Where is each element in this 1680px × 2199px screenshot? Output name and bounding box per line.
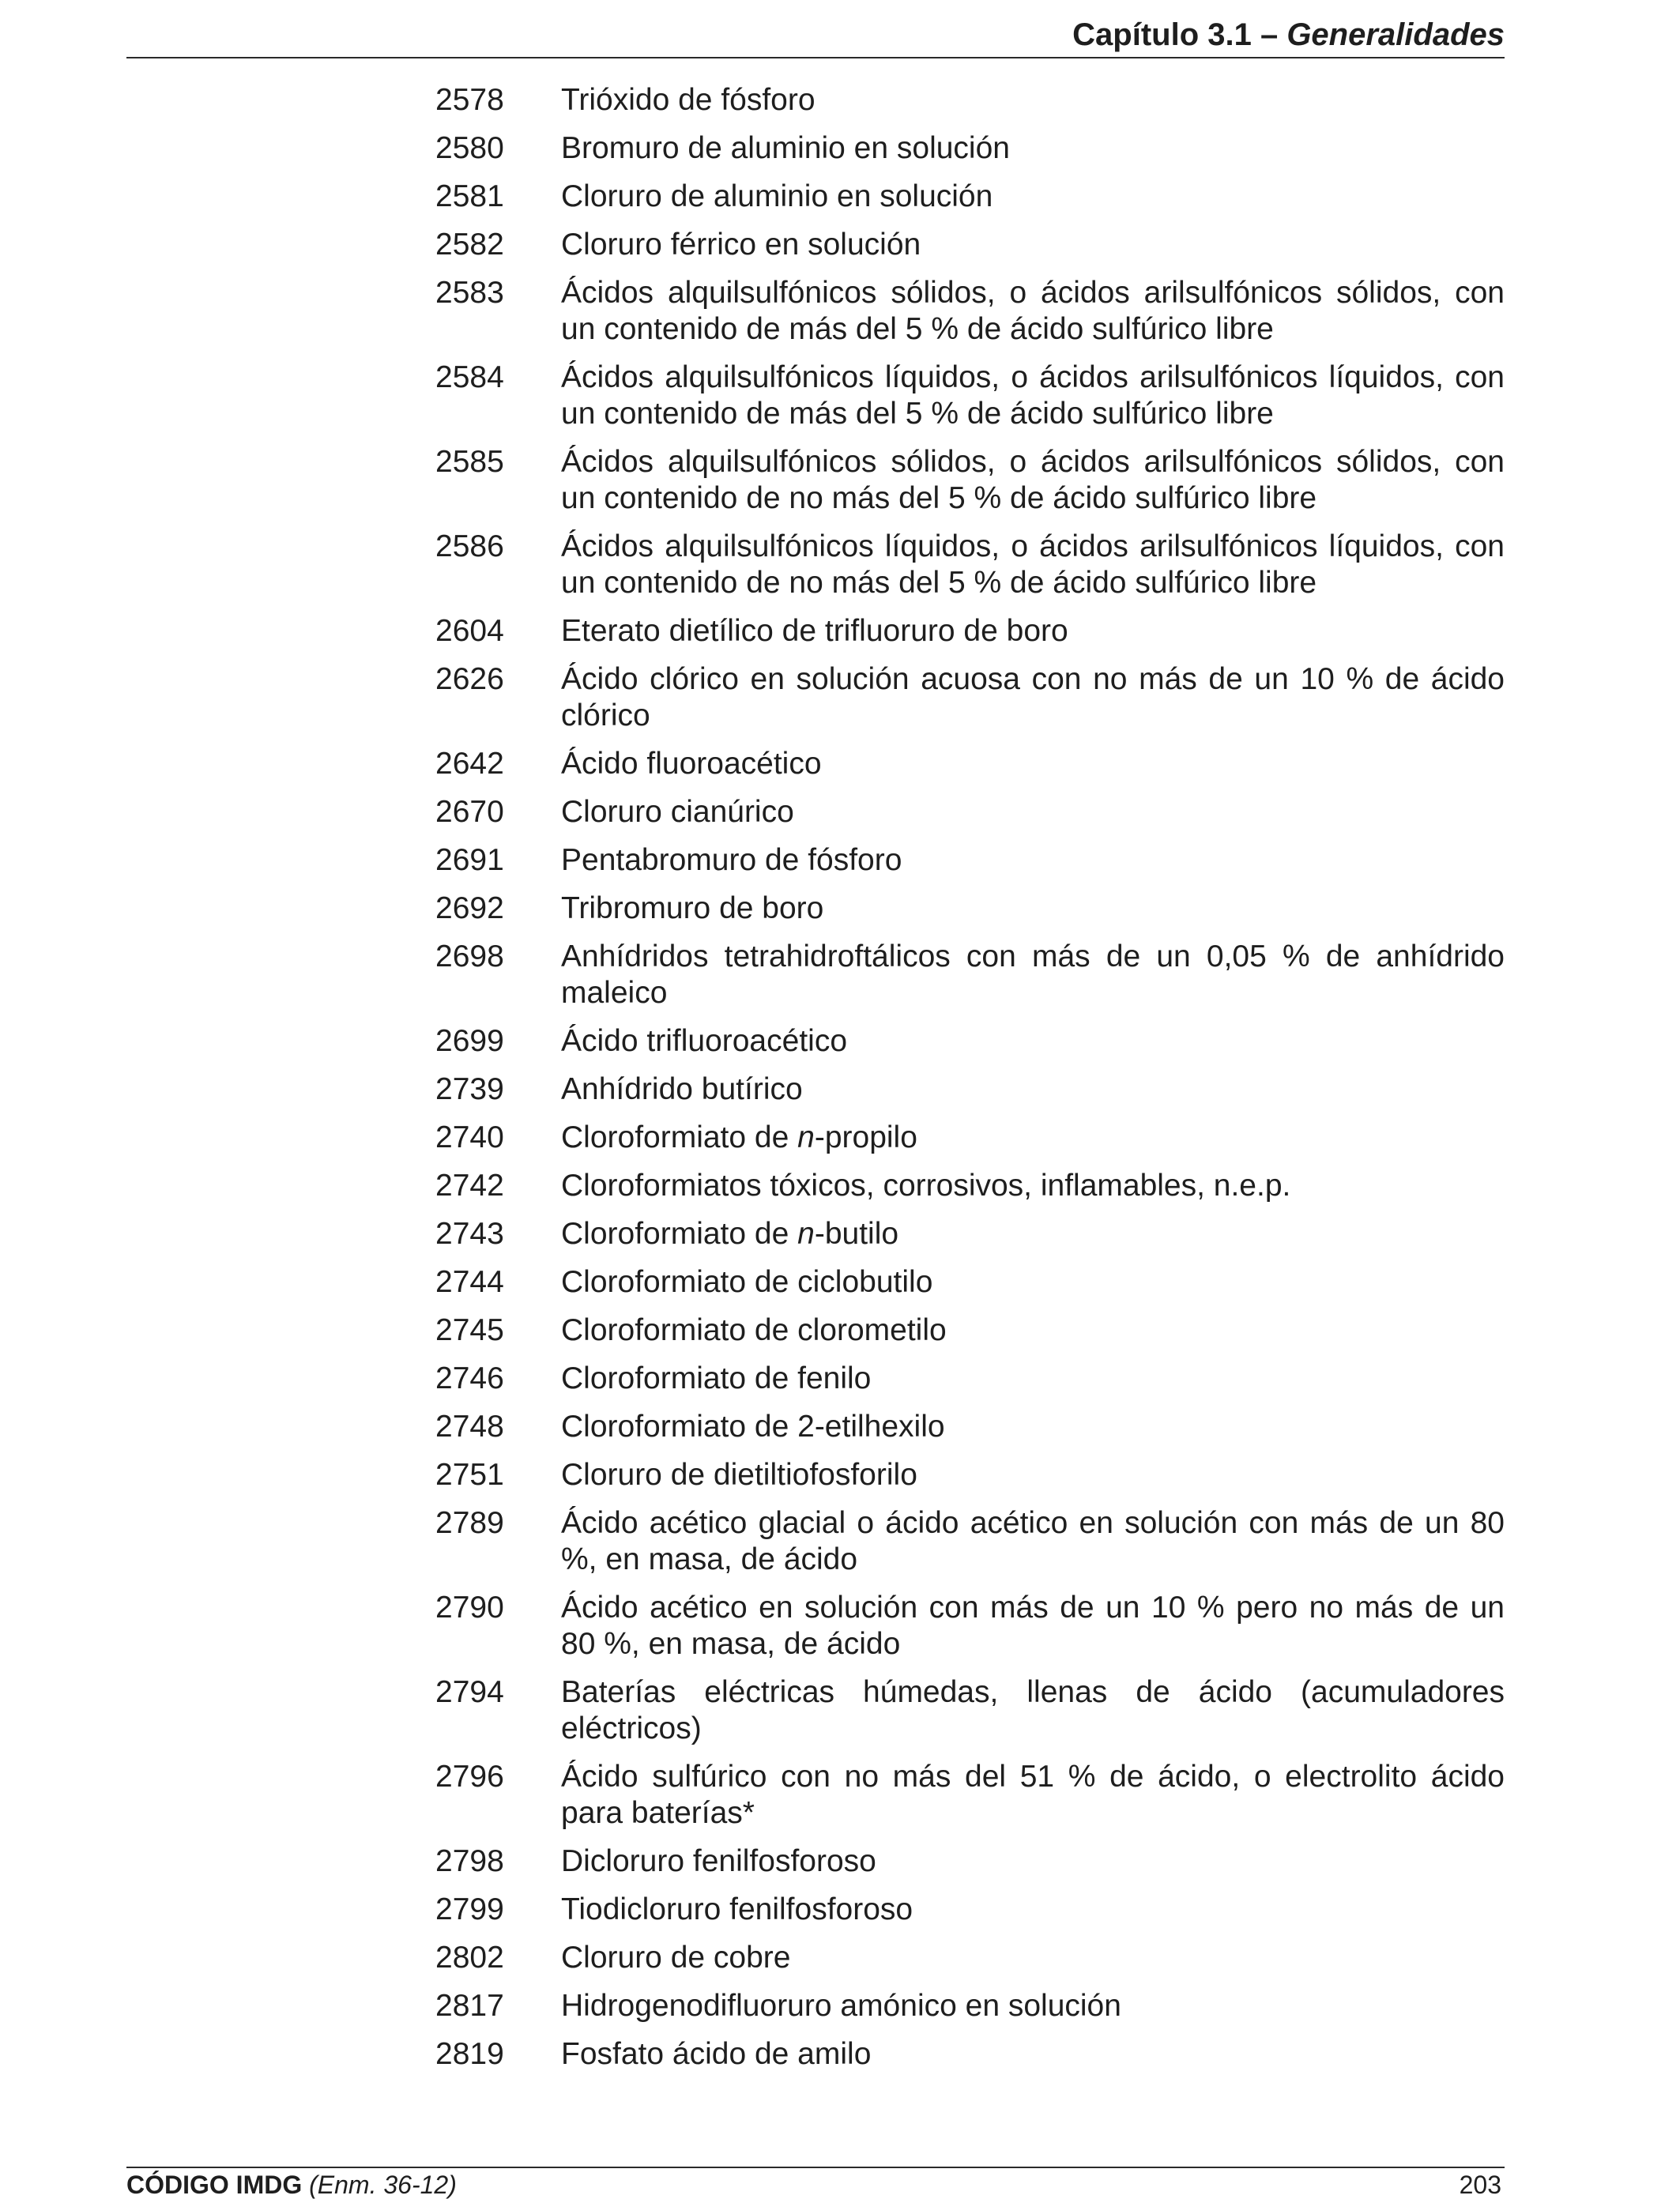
substance-name-part: Cloroformiato de — [561, 1120, 798, 1154]
chapter-title: Capítulo 3.1 – — [1072, 17, 1287, 52]
list-item — [435, 1120, 1505, 1156]
un-number: 2585 — [435, 445, 504, 479]
page-header — [126, 13, 1505, 58]
substance-name: Ácidos alquilsulfónicos líquidos, o ácidos arilsulfónicos líquidos, con un contenido de más del 5 % de ácido sulfúrico libre — [561, 360, 1505, 431]
list-item — [435, 1409, 1505, 1445]
list-item — [435, 227, 1505, 263]
list-item — [435, 1674, 1505, 1747]
list-item — [435, 1071, 1505, 1108]
un-entry-list — [435, 82, 1505, 2084]
section-title: Generalidades — [1286, 17, 1505, 52]
list-item — [435, 1988, 1505, 2024]
un-number: 2790 — [435, 1591, 504, 1625]
substance-name: Ácidos alquilsulfónicos sólidos, o ácidos arilsulfónicos sólidos, con un contenido de más del 5 % de ácido sulfúrico libre — [561, 276, 1505, 346]
list-item — [435, 179, 1505, 215]
list-item — [435, 1361, 1505, 1397]
substance-name: Ácido sulfúrico con no más del 51 % de ácido, o electrolito ácido para baterías* — [561, 1760, 1505, 1830]
list-item — [435, 891, 1505, 927]
substance-name: Cloroformiato de clorometilo — [561, 1313, 947, 1347]
un-number: 2739 — [435, 1072, 504, 1106]
substance-name: Cloruro de cobre — [561, 1941, 791, 1975]
list-item — [435, 1216, 1505, 1252]
substance-name-italic-part: n — [797, 1217, 815, 1251]
list-item — [435, 529, 1505, 601]
un-number: 2819 — [435, 2037, 504, 2071]
list-item — [435, 1892, 1505, 1928]
list-item — [435, 794, 1505, 830]
un-number: 2742 — [435, 1169, 504, 1203]
substance-name: Ácido fluoroacético — [561, 747, 822, 781]
un-number: 2583 — [435, 276, 504, 310]
list-item — [435, 360, 1505, 432]
list-item — [435, 1457, 1505, 1493]
un-number: 2743 — [435, 1217, 504, 1251]
un-number: 2626 — [435, 662, 504, 696]
substance-name: Cloruro férrico en solución — [561, 228, 921, 262]
substance-name: Bromuro de aluminio en solución — [561, 131, 1010, 165]
un-number: 2799 — [435, 1892, 504, 1926]
substance-name: Baterías eléctricas húmedas, llenas de ácido (acumuladores eléctricos) — [561, 1675, 1505, 1745]
un-number: 2740 — [435, 1120, 504, 1154]
substance-name: Ácidos alquilsulfónicos líquidos, o ácidos arilsulfónicos líquidos, con un contenido de no más del 5 % de ácido sulfúrico libre — [561, 529, 1505, 600]
substance-name: Ácido clórico en solución acuosa con no más de un 10 % de ácido clórico — [561, 662, 1505, 732]
un-number: 2744 — [435, 1265, 504, 1299]
substance-name-part: -butilo — [814, 1217, 899, 1251]
list-item — [435, 746, 1505, 782]
un-number: 2670 — [435, 795, 504, 829]
substance-name: Ácidos alquilsulfónicos sólidos, o ácidos arilsulfónicos sólidos, con un contenido de no más del 5 % de ácido sulfúrico libre — [561, 445, 1505, 515]
substance-name-part: Cloroformiato de — [561, 1217, 798, 1251]
un-number: 2745 — [435, 1313, 504, 1347]
substance-name: Cloruro de dietiltiofosforilo — [561, 1458, 917, 1492]
substance-name: Cloruro cianúrico — [561, 795, 794, 829]
un-number: 2748 — [435, 1410, 504, 1444]
substance-name-italic-part: n — [797, 1120, 815, 1154]
list-item — [435, 275, 1505, 348]
list-item — [435, 1023, 1505, 1060]
code-title: CÓDIGO IMDG — [126, 2171, 303, 2199]
list-item — [435, 1590, 1505, 1662]
list-item — [435, 130, 1505, 167]
list-item — [435, 444, 1505, 517]
substance-name: Cloruro de aluminio en solución — [561, 179, 993, 213]
substance-name: Cloroformiato de fenilo — [561, 1361, 872, 1395]
list-item — [435, 2036, 1505, 2073]
un-number: 2692 — [435, 891, 504, 925]
un-number: 2789 — [435, 1506, 504, 1540]
un-number: 2581 — [435, 179, 504, 213]
un-number: 2798 — [435, 1844, 504, 1878]
substance-name: Eterato dietílico de trifluoruro de boro — [561, 614, 1068, 648]
un-number: 2642 — [435, 747, 504, 781]
un-number: 2586 — [435, 529, 504, 563]
substance-name: Cloroformiato de 2-etilhexilo — [561, 1410, 945, 1444]
un-number: 2691 — [435, 843, 504, 877]
substance-name: Hidrogenodifluoruro amónico en solución — [561, 1989, 1121, 2023]
substance-name: Tiodicloruro fenilfosforoso — [561, 1892, 913, 1926]
un-number: 2794 — [435, 1675, 504, 1709]
substance-name: Anhídrido butírico — [561, 1072, 803, 1106]
substance-name — [561, 1216, 1505, 1252]
list-item — [435, 82, 1505, 119]
substance-name: Ácido acético en solución con más de un 10 % pero no más de un 80 %, en masa, de ácido — [561, 1591, 1505, 1661]
un-number: 2699 — [435, 1024, 504, 1058]
substance-name — [561, 1120, 1505, 1156]
amendment-label: (Enm. 36-12) — [309, 2171, 457, 2199]
un-number: 2604 — [435, 614, 504, 648]
un-number: 2746 — [435, 1361, 504, 1395]
substance-name-part: -propilo — [814, 1120, 917, 1154]
list-item — [435, 1264, 1505, 1301]
list-item — [435, 842, 1505, 879]
substance-name: Dicloruro fenilfosforoso — [561, 1844, 876, 1878]
list-item — [435, 1168, 1505, 1204]
un-number: 2802 — [435, 1941, 504, 1975]
substance-name: Anhídridos tetrahidroftálicos con más de un 0,05 % de anhídrido maleico — [561, 939, 1505, 1010]
list-item — [435, 1312, 1505, 1349]
list-item — [435, 1940, 1505, 1976]
un-number: 2584 — [435, 360, 504, 394]
list-item — [435, 1843, 1505, 1880]
substance-name: Ácido acético glacial o ácido acético en solución con más de un 80 %, en masa, de ácido — [561, 1506, 1505, 1576]
substance-name: Pentabromuro de fósforo — [561, 843, 902, 877]
page-number: 203 — [1459, 2171, 1501, 2199]
un-number: 2582 — [435, 228, 504, 262]
substance-name: Tribromuro de boro — [561, 891, 824, 925]
un-number: 2578 — [435, 83, 504, 117]
list-item — [435, 939, 1505, 1011]
substance-name: Trióxido de fósforo — [561, 83, 816, 117]
un-number: 2796 — [435, 1760, 504, 1794]
substance-name: Cloroformiatos tóxicos, corrosivos, inflamables, n.e.p. — [561, 1169, 1291, 1203]
list-item — [435, 1505, 1505, 1578]
substance-name: Fosfato ácido de amilo — [561, 2037, 872, 2071]
un-number: 2580 — [435, 131, 504, 165]
page-footer — [126, 2167, 1505, 2198]
substance-name: Ácido trifluoroacético — [561, 1024, 848, 1058]
un-number: 2817 — [435, 1989, 504, 2023]
un-number: 2698 — [435, 939, 504, 973]
substance-name: Cloroformiato de ciclobutilo — [561, 1265, 933, 1299]
un-number: 2751 — [435, 1458, 504, 1492]
list-item — [435, 613, 1505, 650]
list-item — [435, 661, 1505, 734]
list-item — [435, 1759, 1505, 1832]
